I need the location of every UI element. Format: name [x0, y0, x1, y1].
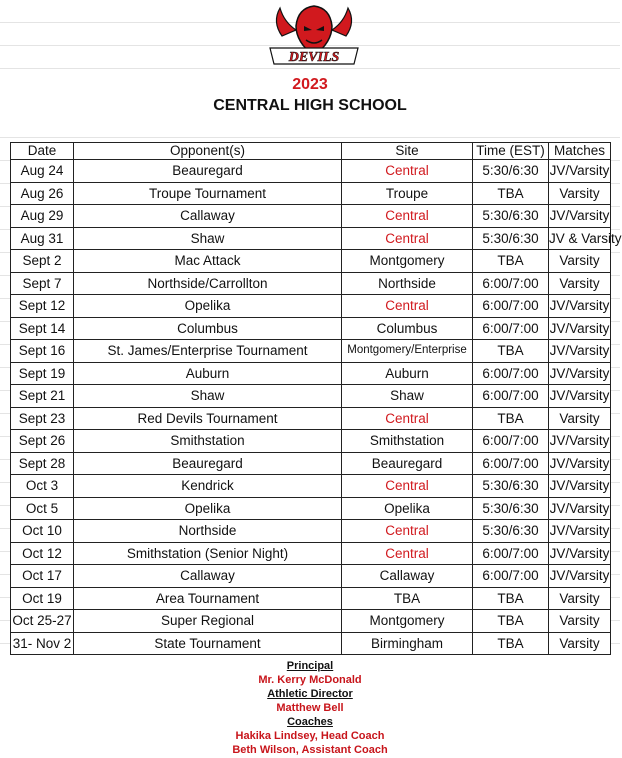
cell-time: TBA — [473, 610, 549, 633]
cell-opponent: Shaw — [74, 227, 342, 250]
cell-opponent: Shaw — [74, 385, 342, 408]
table-row — [11, 317, 611, 340]
table-row — [11, 497, 611, 520]
table-row — [11, 250, 611, 273]
cell-time: TBA — [473, 340, 549, 363]
cell-date: Sept 21 — [11, 385, 74, 408]
assistant-coach-name: Beth Wilson, Assistant Coach — [232, 744, 388, 756]
table-row — [11, 565, 611, 588]
table-row — [11, 587, 611, 610]
cell-matches: Varsity — [549, 610, 611, 633]
cell-time: 6:00/7:00 — [473, 317, 549, 340]
cell-date: Aug 31 — [11, 227, 74, 250]
schedule-table — [10, 142, 622, 655]
cell-matches: Varsity — [549, 407, 611, 430]
cell-date: Oct 12 — [11, 542, 74, 565]
table-row — [11, 205, 611, 228]
table-row — [11, 362, 611, 385]
cell-time: 6:00/7:00 — [473, 272, 549, 295]
cell-matches: JV/Varsity — [549, 452, 611, 475]
cell-opponent: Columbus — [74, 317, 342, 340]
cell-opponent: Smithstation — [74, 430, 342, 453]
cell-site: Northside — [342, 272, 473, 295]
cell-opponent: St. James/Enterprise Tournament — [74, 340, 342, 363]
cell-matches: JV/Varsity — [549, 317, 611, 340]
cell-date: Aug 24 — [11, 160, 74, 183]
cell-time: TBA — [473, 632, 549, 655]
cell-time: 5:30/6:30 — [473, 520, 549, 543]
cell-site: Central — [342, 475, 473, 498]
cell-date: Oct 17 — [11, 565, 74, 588]
cell-opponent: Callaway — [74, 205, 342, 228]
cell-matches: JV/Varsity — [549, 565, 611, 588]
cell-site: Central — [342, 160, 473, 183]
cell-opponent: Red Devils Tournament — [74, 407, 342, 430]
cell-time: 5:30/6:30 — [473, 205, 549, 228]
cell-site: Callaway — [342, 565, 473, 588]
cell-site: Central — [342, 295, 473, 318]
cell-opponent: Northside/Carrollton — [74, 272, 342, 295]
cell-opponent: Area Tournament — [74, 587, 342, 610]
cell-time: 5:30/6:30 — [473, 475, 549, 498]
staff-footer — [0, 659, 620, 757]
schedule-body — [11, 160, 622, 655]
cell-site: Shaw — [342, 385, 473, 408]
cell-time: TBA — [473, 587, 549, 610]
cell-date: Oct 19 — [11, 587, 74, 610]
cell-opponent: Auburn — [74, 362, 342, 385]
table-row — [11, 610, 611, 633]
cell-time: TBA — [473, 250, 549, 273]
cell-site: Central — [342, 520, 473, 543]
cell-date: Sept 28 — [11, 452, 74, 475]
cell-date: Aug 29 — [11, 205, 74, 228]
head-coach-name: Hakika Lindsey, Head Coach — [235, 730, 385, 742]
cell-matches: Varsity — [549, 182, 611, 205]
cell-opponent: State Tournament — [74, 632, 342, 655]
table-row — [11, 227, 611, 250]
logo-wordmark: DEVILS — [288, 50, 340, 65]
cell-time: TBA — [473, 407, 549, 430]
cell-opponent: Northside — [74, 520, 342, 543]
cell-matches: JV/Varsity — [549, 520, 611, 543]
season-year: 2023 — [0, 76, 620, 94]
cell-date: Aug 26 — [11, 182, 74, 205]
cell-date: Sept 19 — [11, 362, 74, 385]
col-header-site: Site — [342, 143, 473, 160]
cell-matches: JV/Varsity — [549, 385, 611, 408]
cell-date: Sept 14 — [11, 317, 74, 340]
cell-site: Auburn — [342, 362, 473, 385]
cell-opponent: Kendrick — [74, 475, 342, 498]
cell-time: 6:00/7:00 — [473, 565, 549, 588]
cell-matches: JV/Varsity — [549, 542, 611, 565]
cell-opponent: Opelika — [74, 295, 342, 318]
cell-time: 5:30/6:30 — [473, 160, 549, 183]
cell-date: Sept 12 — [11, 295, 74, 318]
table-row — [11, 632, 611, 655]
table-row — [11, 340, 611, 363]
coaches-heading: Coaches — [287, 716, 333, 728]
cell-date: Sept 2 — [11, 250, 74, 273]
cell-site: Montgomery/Enterprise — [342, 340, 473, 363]
cell-opponent: Beauregard — [74, 160, 342, 183]
cell-matches: JV/Varsity — [549, 295, 611, 318]
cell-date: Sept 23 — [11, 407, 74, 430]
cell-site: TBA — [342, 587, 473, 610]
cell-opponent: Troupe Tournament — [74, 182, 342, 205]
cell-time: 6:00/7:00 — [473, 362, 549, 385]
cell-matches: Varsity — [549, 272, 611, 295]
cell-site: Birmingham — [342, 632, 473, 655]
cell-date: Sept 7 — [11, 272, 74, 295]
cell-date: Oct 5 — [11, 497, 74, 520]
cell-site: Central — [342, 227, 473, 250]
table-row — [11, 520, 611, 543]
cell-opponent: Super Regional — [74, 610, 342, 633]
cell-matches: Varsity — [549, 250, 611, 273]
col-header-opponents: Opponent(s) — [74, 143, 342, 160]
cell-matches: JV & Varsity — [549, 227, 611, 250]
cell-date: Sept 26 — [11, 430, 74, 453]
cell-date: Oct 3 — [11, 475, 74, 498]
cell-matches: JV/Varsity — [549, 362, 611, 385]
cell-matches: JV/Varsity — [549, 430, 611, 453]
col-header-date: Date — [11, 143, 74, 160]
cell-opponent: Beauregard — [74, 452, 342, 475]
principal-name: Mr. Kerry McDonald — [258, 674, 362, 686]
principal-heading: Principal — [286, 660, 334, 672]
cell-site: Central — [342, 407, 473, 430]
cell-site: Opelika — [342, 497, 473, 520]
cell-time: 5:30/6:30 — [473, 227, 549, 250]
cell-site: Beauregard — [342, 452, 473, 475]
cell-time: 5:30/6:30 — [473, 497, 549, 520]
cell-date: 31- Nov 2 — [11, 632, 74, 655]
table-row — [11, 430, 611, 453]
cell-opponent: Callaway — [74, 565, 342, 588]
school-title: CENTRAL HIGH SCHOOL — [0, 97, 620, 115]
cell-matches: JV/Varsity — [549, 205, 611, 228]
table-row — [11, 407, 611, 430]
red-devils-logo — [268, 0, 360, 72]
table-row — [11, 452, 611, 475]
cell-site: Central — [342, 205, 473, 228]
cell-site: Smithstation — [342, 430, 473, 453]
cell-site: Montgomery — [342, 250, 473, 273]
cell-date: Oct 25-27 — [11, 610, 74, 633]
cell-site: Montgomery — [342, 610, 473, 633]
table-row — [11, 542, 611, 565]
cell-opponent: Mac Attack — [74, 250, 342, 273]
cell-date: Oct 10 — [11, 520, 74, 543]
col-header-time: Time (EST) — [473, 143, 549, 160]
cell-matches: Varsity — [549, 587, 611, 610]
table-row — [11, 182, 611, 205]
cell-time: 6:00/7:00 — [473, 452, 549, 475]
cell-time: 6:00/7:00 — [473, 295, 549, 318]
cell-matches: JV/Varsity — [549, 497, 611, 520]
cell-date: Sept 16 — [11, 340, 74, 363]
header-row — [11, 143, 611, 160]
cell-site: Columbus — [342, 317, 473, 340]
cell-time: 6:00/7:00 — [473, 385, 549, 408]
athletic-director-name: Matthew Bell — [276, 702, 344, 714]
table-row — [11, 385, 611, 408]
cell-site: Central — [342, 542, 473, 565]
cell-site: Troupe — [342, 182, 473, 205]
cell-matches: Varsity — [549, 632, 611, 655]
cell-matches: JV/Varsity — [549, 160, 611, 183]
cell-opponent: Smithstation (Senior Night) — [74, 542, 342, 565]
cell-matches: JV/Varsity — [549, 475, 611, 498]
table-row — [11, 160, 611, 183]
cell-time: TBA — [473, 182, 549, 205]
cell-matches: JV/Varsity — [549, 340, 611, 363]
athletic-director-heading: Athletic Director — [267, 688, 353, 700]
table-row — [11, 475, 611, 498]
table-row — [11, 272, 611, 295]
cell-time: 6:00/7:00 — [473, 542, 549, 565]
table-row — [11, 295, 611, 318]
col-header-matches: Matches — [549, 143, 611, 160]
cell-opponent: Opelika — [74, 497, 342, 520]
cell-time: 6:00/7:00 — [473, 430, 549, 453]
